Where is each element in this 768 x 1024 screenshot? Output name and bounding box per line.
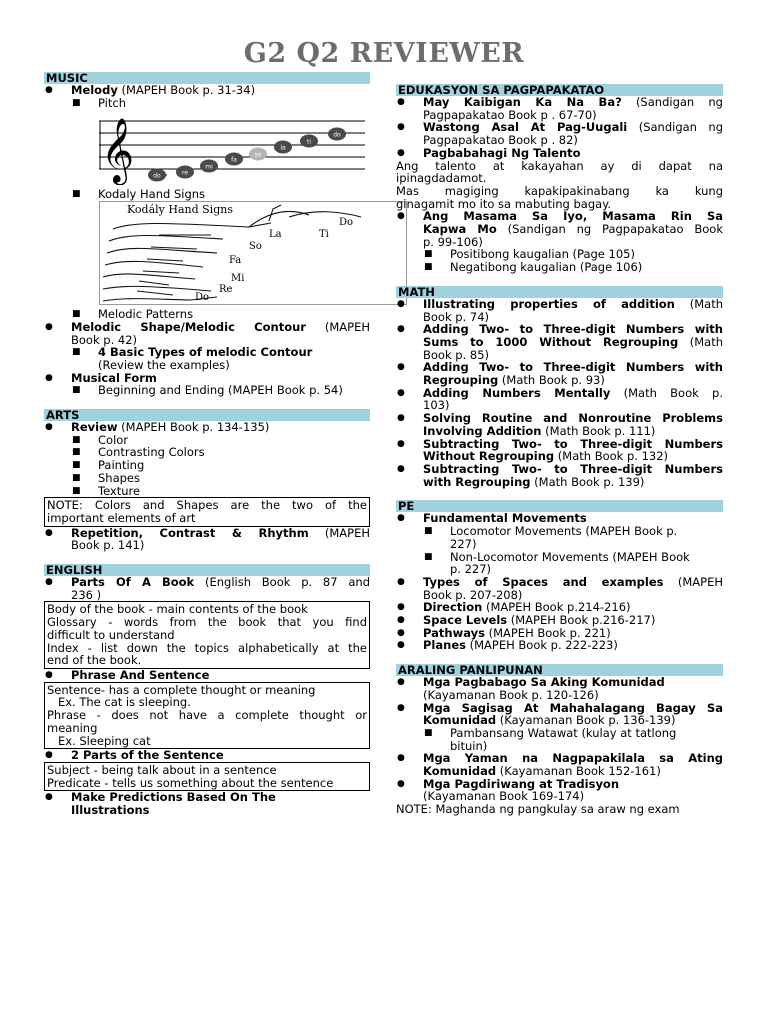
box-line: Subject - being talk about in a sentence <box>47 762 277 777</box>
list-item-repetition-contrast-rhythm: ● Repetition, Contrast & Rhythm (MAPEH <box>44 527 370 540</box>
list-item-texture: ■ Texture <box>44 485 370 498</box>
treble-clef-icon: 𝄞 <box>101 118 135 184</box>
list-item-musical-form: ● Musical Form <box>44 372 370 385</box>
box-line: difficult to understand <box>47 627 175 642</box>
list-item-direction: ● Direction (MAPEH Book p.214-216) <box>396 601 723 614</box>
hand-sign-label: La <box>269 229 282 241</box>
box-line: Ex. Sleeping cat <box>47 733 151 748</box>
math-line: with Regrouping (Math Book p. 139) <box>423 474 645 489</box>
paragraph-line: Mas magiging kapakipakinabang ka kung <box>396 183 723 198</box>
section-header-music: MUSIC <box>44 72 370 84</box>
music-staff-svg <box>99 109 367 185</box>
note-label: so <box>254 151 262 159</box>
section-header-pe: PE <box>396 500 723 512</box>
hand-sign-label: Ti <box>319 229 329 241</box>
note-label: ti <box>306 138 312 146</box>
list-item-talento: ● Pagbabahagi Ng Talento <box>396 147 723 160</box>
note-label: do <box>333 131 341 139</box>
note-label: mi <box>205 163 213 171</box>
box-line: end of the book. <box>47 653 142 668</box>
list-item-pagbabago: ● Mga Pagbabago Sa Aking Komunidad <box>396 676 723 689</box>
list-item-contrasting-colors: ■ Contrasting Colors <box>44 446 370 459</box>
list-item-math-2: ● Adding Two- to Three-digit Numbers with <box>396 323 723 336</box>
list-item-painting: ■ Painting <box>44 459 370 472</box>
list-item-contour-types: ■ 4 Basic Types of melodic Contour <box>44 346 370 359</box>
paragraph-line: ginagamit mo ito sa mabuting bagay. <box>396 196 612 211</box>
paragraph-line: ipinagdadamot. <box>396 171 487 186</box>
ref-line: Book p. 207-208) <box>423 587 523 602</box>
arts-note-line: NOTE: Colors and Shapes are the two of the <box>47 498 367 513</box>
ref-line: Pagpapakatao Book p . 67-70) <box>423 107 597 122</box>
list-item-pathways: ● Pathways (MAPEH Book p. 221) <box>396 627 723 640</box>
sagisag-line: Komunidad (Kayamanan Book p. 136-139) <box>423 713 676 728</box>
list-item-math-5: ● Solving Routine and Nonroutine Problems <box>396 412 723 425</box>
page-title: G2 Q2 REVIEWER <box>243 38 525 69</box>
note-label: fa <box>231 156 237 164</box>
list-item-color: ■ Color <box>44 434 370 447</box>
ref-line: Book p. 85) <box>423 347 490 362</box>
hand-sign-label: Do <box>195 292 210 304</box>
math-line: Sums to 1000 Without Regrouping (Math <box>423 334 723 349</box>
right-column <box>396 84 723 816</box>
ref-line: p. 227) <box>450 562 492 577</box>
list-item-wastong-asal: ● Wastong Asal At Pag-Uugali (Sandigan ng <box>396 121 723 134</box>
note-label: do <box>153 172 161 180</box>
math-line: Regrouping (Math Book p. 93) <box>423 373 605 388</box>
section-header-edukasyon: EDUKASYON SA PAGPAPAKATAO <box>396 84 723 96</box>
hand-caption: Kodály Hand Signs <box>127 203 233 217</box>
ref-line: Pagpapakatao Book p . 82) <box>423 133 578 148</box>
list-item-space-levels: ● Space Levels (MAPEH Book p.216-217) <box>396 614 723 627</box>
list-item-math-7: ● Subtracting Two- to Three-digit Numbers <box>396 463 723 476</box>
contour-review-line: (Review the examples) <box>98 357 230 372</box>
masama-line: Kapwa Mo (Sandigan ng Pagpapakatao Book <box>423 222 723 237</box>
two-parts-box <box>44 762 370 791</box>
list-item-math-4: ● Adding Numbers Mentally (Math Book p. <box>396 387 723 400</box>
box-line: meaning <box>47 720 98 735</box>
list-item-math-1: ● Illustrating properties of addition (Math <box>396 298 723 311</box>
list-item-beginning-ending: ■ Beginning and Ending (MAPEH Book p. 54) <box>44 384 370 397</box>
list-item-pitch: ■ Pitch <box>44 97 370 110</box>
list-item-positibo: ■ Positibong kaugalian (Page 105) <box>396 248 723 261</box>
list-item-two-parts: ● 2 Parts of the Sentence <box>44 749 370 762</box>
section-header-arts: ARTS <box>44 409 370 421</box>
ref-line: 227) <box>450 536 477 551</box>
box-line: Predicate - tells us something about the sentence <box>47 775 334 790</box>
list-item-types-of-spaces: ● Types of Spaces and examples (MAPEH <box>396 576 723 589</box>
left-column <box>44 72 370 817</box>
phrase-sentence-box <box>44 682 370 750</box>
list-item-math-3: ● Adding Two- to Three-digit Numbers with <box>396 361 723 374</box>
predictions-line: Illustrations <box>71 803 150 818</box>
kodaly-hand-signs-image <box>99 201 370 308</box>
list-item-planes: ● Planes (MAPEH Book p. 222-223) <box>396 639 723 652</box>
parts-of-book-box <box>44 601 370 669</box>
ref-line: Book p. 74) <box>423 309 490 324</box>
list-item-watawat: ■ Pambansang Watawat (kulay at tatlong <box>396 727 723 740</box>
hand-sign-label: So <box>249 241 262 253</box>
hand-sign-label: Do <box>339 217 354 229</box>
arts-note-line: important elements of art <box>47 510 196 525</box>
section-header-math: MATH <box>396 286 723 298</box>
list-item-fundamental: ● Fundamental Movements <box>396 512 723 525</box>
section-header-araling: ARALING PANLIPUNAN <box>396 664 723 676</box>
ref-line: (Kayamanan Book 169-174) <box>423 789 585 804</box>
yaman-line: Komunidad (Kayamanan Book 152-161) <box>423 764 661 779</box>
ref-line: p. 99-106) <box>423 234 483 249</box>
rcr-ref-line: Book p. 141) <box>71 538 145 553</box>
list-item-kaibigan: ● May Kaibigan Ka Na Ba? (Sandigan ng <box>396 96 723 109</box>
box-line: Body of the book - main contents of the book <box>47 602 308 617</box>
box-line: Sentence- has a complete thought or meaning <box>47 682 316 697</box>
list-item-negatibo: ■ Negatibong kaugalian (Page 106) <box>396 261 723 274</box>
araling-note: NOTE: Maghanda ng pangkulay sa araw ng exam <box>396 802 680 817</box>
list-item-phrase-sentence: ● Phrase And Sentence <box>44 669 370 682</box>
list-item-yaman: ● Mga Yaman na Nagpapakilala sa Ating <box>396 752 723 765</box>
list-item-pagdiriwang: ● Mga Pagdiriwang at Tradisyon <box>396 778 723 791</box>
parts-ref-line: 236 ) <box>71 587 102 602</box>
list-item-locomotor: ■ Locomotor Movements (MAPEH Book p. <box>396 525 723 538</box>
list-item-predictions: ● Make Predictions Based On The <box>44 791 370 804</box>
box-line: Glossary - words from the book that you find <box>47 615 367 630</box>
kodaly-hand-svg <box>99 201 407 305</box>
list-item-melody: ● Melody (MAPEH Book p. 31-34) <box>44 84 370 97</box>
ref-line: 103) <box>423 398 450 413</box>
section-header-english: ENGLISH <box>44 564 370 576</box>
list-item-sagisag: ● Mga Sagisag At Mahahalagang Bagay Sa <box>396 702 723 715</box>
paragraph-line: Ang talento at kakayahan ay di dapat na <box>396 158 723 173</box>
hand-sign-label: Mi <box>231 273 245 285</box>
hand-sign-label: Fa <box>229 255 242 267</box>
music-staff-image <box>99 109 370 188</box>
list-item-math-6: ● Subtracting Two- to Three-digit Numbers <box>396 438 723 451</box>
list-item-parts-of-book: ● Parts Of A Book (English Book p. 87 and <box>44 576 370 589</box>
contour-ref-line: Book p. 42) <box>71 332 138 347</box>
ref-line: (Kayamanan Book p. 120-126) <box>423 687 599 702</box>
list-item-contour: ● Melodic Shape/Melodic Contour (MAPEH <box>44 321 370 334</box>
box-line: Ex. The cat is sleeping. <box>47 695 191 710</box>
list-item-masama: ● Ang Masama Sa Iyo, Masama Rin Sa <box>396 210 723 223</box>
box-line: Index - list down the topics alphabetically at the <box>47 640 367 655</box>
math-line: Involving Addition (Math Book p. 111) <box>423 423 656 438</box>
hand-sign-label: Re <box>219 284 233 296</box>
note-label: re <box>181 169 189 177</box>
box-line: Phrase - does not have a complete thought or <box>47 708 367 723</box>
list-item-kodaly: ■ Kodaly Hand Signs <box>44 188 370 201</box>
arts-note-box <box>44 497 370 526</box>
ref-line: bituin) <box>450 738 488 753</box>
list-item-arts-review: ● Review (MAPEH Book p. 134-135) <box>44 421 370 434</box>
list-item-melodic-patterns: ■ Melodic Patterns <box>44 308 370 321</box>
list-item-non-locomotor: ■ Non-Locomotor Movements (MAPEH Book <box>396 551 723 564</box>
math-line: Without Regrouping (Math Book p. 132) <box>423 449 669 464</box>
list-item-shapes: ■ Shapes <box>44 472 370 485</box>
note-label: la <box>280 144 286 152</box>
